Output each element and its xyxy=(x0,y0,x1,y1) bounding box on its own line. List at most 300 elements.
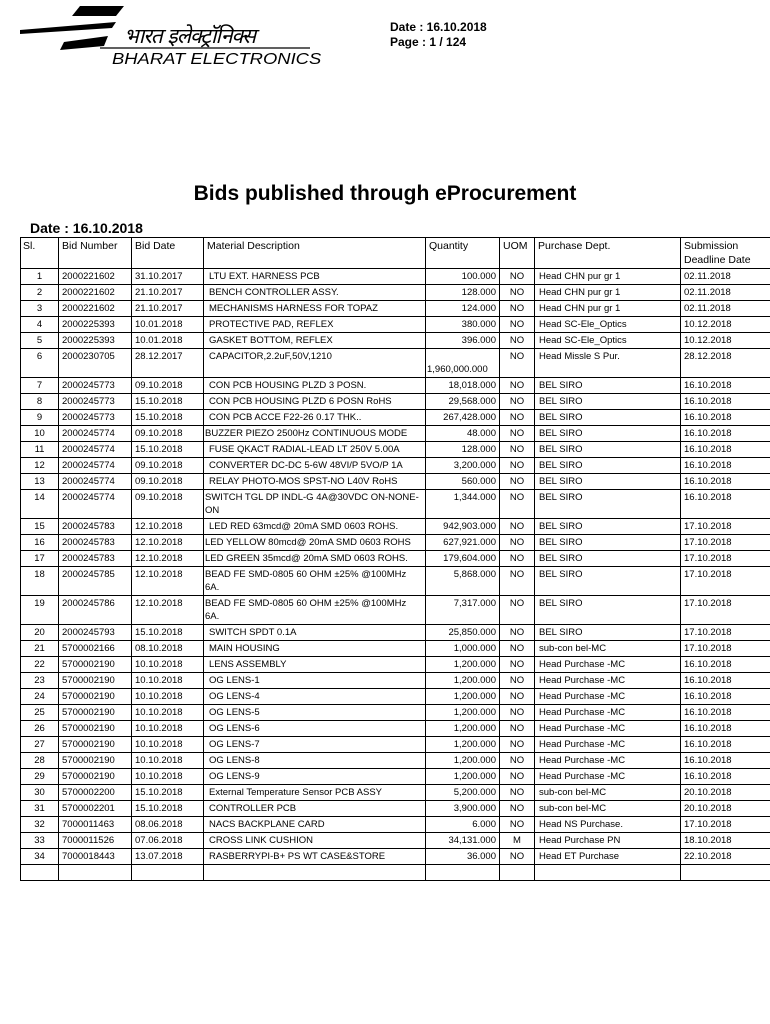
deadline-cell: 16.10.2018 xyxy=(681,394,770,410)
uom-cell: NO xyxy=(500,657,535,673)
bid-date-cell: 09.10.2018 xyxy=(132,474,204,490)
uom-cell: NO xyxy=(500,596,535,625)
col-purchase-dept-header: Purchase Dept. xyxy=(535,238,681,269)
description-cell: RELAY PHOTO-MOS SPST-NO L40V RoHS xyxy=(204,474,426,490)
description-cell: OG LENS-5 xyxy=(204,705,426,721)
quantity-cell: 396.000 xyxy=(426,333,500,349)
purchase-dept-cell: BEL SIRO xyxy=(535,378,681,394)
description-cell: LED GREEN 35mcd@ 20mA SMD 0603 ROHS. xyxy=(204,551,426,567)
bid-number-cell: 2000245774 xyxy=(59,426,132,442)
bid-number-cell: 5700002190 xyxy=(59,753,132,769)
empty-cell xyxy=(535,865,681,881)
deadline-cell: 16.10.2018 xyxy=(681,490,770,519)
description-cell: LED YELLOW 80mcd@ 20mA SMD 0603 ROHS xyxy=(204,535,426,551)
bid-number-cell: 5700002200 xyxy=(59,785,132,801)
uom-cell: NO xyxy=(500,426,535,442)
bid-date-cell: 10.10.2018 xyxy=(132,673,204,689)
empty-cell xyxy=(204,865,426,881)
sl-cell: 15 xyxy=(21,519,59,535)
logo-hindi-text: भारत इलेक्ट्रॉनिक्स xyxy=(124,24,256,48)
table-row xyxy=(21,474,770,490)
bid-date-cell: 10.01.2018 xyxy=(132,333,204,349)
description-cell: LED RED 63mcd@ 20mA SMD 0603 ROHS. xyxy=(204,519,426,535)
quantity-cell: 124.000 xyxy=(426,301,500,317)
uom-cell: NO xyxy=(500,535,535,551)
table-row xyxy=(21,801,770,817)
uom-cell: NO xyxy=(500,333,535,349)
quantity-cell: 627,921.000 xyxy=(426,535,500,551)
uom-cell: NO xyxy=(500,801,535,817)
bid-number-cell: 5700002201 xyxy=(59,801,132,817)
sl-cell: 9 xyxy=(21,410,59,426)
bid-date-cell: 10.10.2018 xyxy=(132,721,204,737)
description-cell: BUZZER PIEZO 2500Hz CONTINUOUS MODE xyxy=(204,426,426,442)
sl-cell: 6 xyxy=(21,349,59,378)
uom-cell: NO xyxy=(500,317,535,333)
sl-cell: 22 xyxy=(21,657,59,673)
purchase-dept-cell: Head Purchase -MC xyxy=(535,721,681,737)
table-row xyxy=(21,641,770,657)
uom-cell: NO xyxy=(500,849,535,865)
table-row xyxy=(21,349,770,378)
bid-date-cell: 10.10.2018 xyxy=(132,657,204,673)
quantity-cell: 1,960,000.000 xyxy=(426,349,500,378)
bid-date-cell: 28.12.2017 xyxy=(132,349,204,378)
bid-date-cell: 12.10.2018 xyxy=(132,551,204,567)
bid-date-cell: 15.10.2018 xyxy=(132,785,204,801)
table-row xyxy=(21,753,770,769)
purchase-dept-cell: BEL SIRO xyxy=(535,551,681,567)
description-cell: RASBERRYPI-B+ PS WT CASE&STORE xyxy=(204,849,426,865)
bid-number-cell: 7000011526 xyxy=(59,833,132,849)
purchase-dept-cell: BEL SIRO xyxy=(535,474,681,490)
purchase-dept-cell: BEL SIRO xyxy=(535,535,681,551)
description-cell: External Temperature Sensor PCB ASSY xyxy=(204,785,426,801)
deadline-cell: 16.10.2018 xyxy=(681,426,770,442)
description-cell: PROTECTIVE PAD, REFLEX xyxy=(204,317,426,333)
deadline-cell: 10.12.2018 xyxy=(681,317,770,333)
bid-number-cell: 2000245783 xyxy=(59,535,132,551)
bid-number-cell: 2000221602 xyxy=(59,269,132,285)
bid-date-cell: 09.10.2018 xyxy=(132,426,204,442)
description-cell: OG LENS-9 xyxy=(204,769,426,785)
table-row xyxy=(21,378,770,394)
deadline-cell: 02.11.2018 xyxy=(681,285,770,301)
deadline-cell: 17.10.2018 xyxy=(681,567,770,596)
deadline-cell: 17.10.2018 xyxy=(681,596,770,625)
bid-number-cell: 2000245774 xyxy=(59,458,132,474)
deadline-cell: 17.10.2018 xyxy=(681,641,770,657)
uom-cell: NO xyxy=(500,519,535,535)
description-cell: OG LENS-8 xyxy=(204,753,426,769)
purchase-dept-cell: Head ET Purchase xyxy=(535,849,681,865)
bid-date-cell: 21.10.2017 xyxy=(132,301,204,317)
purchase-dept-cell: Head Purchase -MC xyxy=(535,689,681,705)
uom-cell: NO xyxy=(500,705,535,721)
uom-cell: NO xyxy=(500,349,535,378)
bid-date-cell: 07.06.2018 xyxy=(132,833,204,849)
bid-number-cell: 2000245774 xyxy=(59,490,132,519)
uom-cell: NO xyxy=(500,737,535,753)
quantity-cell: 6.000 xyxy=(426,817,500,833)
bids-table xyxy=(20,237,770,881)
bid-date-cell: 31.10.2017 xyxy=(132,269,204,285)
bid-number-cell: 5700002190 xyxy=(59,721,132,737)
bid-date-cell: 10.10.2018 xyxy=(132,705,204,721)
table-row xyxy=(21,817,770,833)
bid-number-cell: 2000230705 xyxy=(59,349,132,378)
description-cell: LENS ASSEMBLY xyxy=(204,657,426,673)
quantity-cell: 128.000 xyxy=(426,285,500,301)
bid-date-cell: 09.10.2018 xyxy=(132,490,204,519)
empty-cell xyxy=(132,865,204,881)
deadline-cell: 18.10.2018 xyxy=(681,833,770,849)
deadline-cell: 16.10.2018 xyxy=(681,689,770,705)
sl-cell: 16 xyxy=(21,535,59,551)
deadline-cell: 20.10.2018 xyxy=(681,785,770,801)
bid-number-cell: 5700002190 xyxy=(59,673,132,689)
description-cell: CAPACITOR,2.2uF,50V,1210 xyxy=(204,349,426,378)
bid-number-cell: 5700002166 xyxy=(59,641,132,657)
bid-date-cell: 15.10.2018 xyxy=(132,625,204,641)
deadline-cell: 16.10.2018 xyxy=(681,474,770,490)
sl-cell: 5 xyxy=(21,333,59,349)
date-heading: Date : 16.10.2018 xyxy=(30,220,143,236)
table-row-empty xyxy=(21,865,770,881)
uom-cell: NO xyxy=(500,551,535,567)
quantity-cell: 1,200.000 xyxy=(426,721,500,737)
table-row xyxy=(21,317,770,333)
uom-cell: M xyxy=(500,833,535,849)
purchase-dept-cell: BEL SIRO xyxy=(535,442,681,458)
bid-number-cell: 2000245783 xyxy=(59,551,132,567)
purchase-dept-cell: Head CHN pur gr 1 xyxy=(535,301,681,317)
table-row xyxy=(21,519,770,535)
quantity-cell: 34,131.000 xyxy=(426,833,500,849)
table-row xyxy=(21,285,770,301)
purchase-dept-cell: BEL SIRO xyxy=(535,426,681,442)
bid-date-cell: 15.10.2018 xyxy=(132,801,204,817)
description-cell: SWITCH SPDT 0.1A xyxy=(204,625,426,641)
table-row xyxy=(21,673,770,689)
deadline-cell: 17.10.2018 xyxy=(681,519,770,535)
table-row xyxy=(21,833,770,849)
quantity-cell: 942,903.000 xyxy=(426,519,500,535)
purchase-dept-cell: Head Purchase PN xyxy=(535,833,681,849)
table-row xyxy=(21,769,770,785)
quantity-cell: 1,200.000 xyxy=(426,705,500,721)
table-row xyxy=(21,849,770,865)
bid-date-cell: 10.01.2018 xyxy=(132,317,204,333)
uom-cell: NO xyxy=(500,458,535,474)
empty-cell xyxy=(21,865,59,881)
sl-cell: 20 xyxy=(21,625,59,641)
bid-number-cell: 5700002190 xyxy=(59,705,132,721)
col-quantity-header: Quantity xyxy=(426,238,500,269)
bid-date-cell: 10.10.2018 xyxy=(132,689,204,705)
sl-cell: 19 xyxy=(21,596,59,625)
bid-number-cell: 2000245773 xyxy=(59,378,132,394)
bid-number-cell: 2000225393 xyxy=(59,317,132,333)
description-cell: OG LENS-1 xyxy=(204,673,426,689)
bid-date-cell: 09.10.2018 xyxy=(132,458,204,474)
quantity-cell: 560.000 xyxy=(426,474,500,490)
bid-number-cell: 2000245774 xyxy=(59,474,132,490)
quantity-cell: 1,200.000 xyxy=(426,769,500,785)
uom-cell: NO xyxy=(500,625,535,641)
deadline-cell: 16.10.2018 xyxy=(681,753,770,769)
description-cell: GASKET BOTTOM, REFLEX xyxy=(204,333,426,349)
bid-date-cell: 10.10.2018 xyxy=(132,769,204,785)
sl-cell: 1 xyxy=(21,269,59,285)
bid-date-cell: 08.10.2018 xyxy=(132,641,204,657)
deadline-cell: 17.10.2018 xyxy=(681,551,770,567)
table-row xyxy=(21,442,770,458)
empty-cell xyxy=(426,865,500,881)
table-row xyxy=(21,657,770,673)
bid-number-cell: 2000221602 xyxy=(59,301,132,317)
sl-cell: 7 xyxy=(21,378,59,394)
table-row xyxy=(21,490,770,519)
table-row xyxy=(21,596,770,625)
sl-cell: 3 xyxy=(21,301,59,317)
col-bid-number-header: Bid Number xyxy=(59,238,132,269)
header-date: Date : 16.10.2018 xyxy=(390,20,487,34)
purchase-dept-cell: Head Purchase -MC xyxy=(535,737,681,753)
deadline-cell: 16.10.2018 xyxy=(681,769,770,785)
table-row xyxy=(21,551,770,567)
uom-cell: NO xyxy=(500,490,535,519)
deadline-cell: 16.10.2018 xyxy=(681,378,770,394)
quantity-cell: 29,568.000 xyxy=(426,394,500,410)
bid-date-cell: 09.10.2018 xyxy=(132,378,204,394)
table-row xyxy=(21,333,770,349)
description-cell: OG LENS-7 xyxy=(204,737,426,753)
quantity-cell: 267,428.000 xyxy=(426,410,500,426)
uom-cell: NO xyxy=(500,301,535,317)
uom-cell: NO xyxy=(500,721,535,737)
purchase-dept-cell: sub-con bel-MC xyxy=(535,785,681,801)
table-row xyxy=(21,737,770,753)
sl-cell: 14 xyxy=(21,490,59,519)
sl-cell: 28 xyxy=(21,753,59,769)
purchase-dept-cell: Head CHN pur gr 1 xyxy=(535,285,681,301)
sl-cell: 18 xyxy=(21,567,59,596)
uom-cell: NO xyxy=(500,269,535,285)
table-row xyxy=(21,705,770,721)
purchase-dept-cell: Head Purchase -MC xyxy=(535,705,681,721)
table-row xyxy=(21,269,770,285)
quantity-cell: 1,000.000 xyxy=(426,641,500,657)
uom-cell: NO xyxy=(500,442,535,458)
quantity-cell: 3,900.000 xyxy=(426,801,500,817)
bid-number-cell: 2000245786 xyxy=(59,596,132,625)
quantity-cell: 3,200.000 xyxy=(426,458,500,474)
table-row xyxy=(21,535,770,551)
col-sl-header: Sl. xyxy=(21,238,59,269)
deadline-cell: 02.11.2018 xyxy=(681,269,770,285)
sl-cell: 17 xyxy=(21,551,59,567)
uom-cell: NO xyxy=(500,785,535,801)
uom-cell: NO xyxy=(500,378,535,394)
table-row xyxy=(21,625,770,641)
purchase-dept-cell: BEL SIRO xyxy=(535,625,681,641)
table-row xyxy=(21,394,770,410)
table-header-row xyxy=(21,238,770,269)
sl-cell: 26 xyxy=(21,721,59,737)
bel-logo xyxy=(20,2,340,72)
description-cell: FUSE QKACT RADIAL-LEAD LT 250V 5.00A xyxy=(204,442,426,458)
purchase-dept-cell: BEL SIRO xyxy=(535,410,681,426)
quantity-cell: 5,868.000 xyxy=(426,567,500,596)
sl-cell: 23 xyxy=(21,673,59,689)
sl-cell: 29 xyxy=(21,769,59,785)
uom-cell: NO xyxy=(500,689,535,705)
description-cell: MECHANISMS HARNESS FOR TOPAZ xyxy=(204,301,426,317)
quantity-cell: 1,344.000 xyxy=(426,490,500,519)
bid-date-cell: 21.10.2017 xyxy=(132,285,204,301)
table-row xyxy=(21,721,770,737)
sl-cell: 12 xyxy=(21,458,59,474)
logo-english-text: BHARAT ELECTRONICS xyxy=(112,51,322,68)
quantity-cell: 128.000 xyxy=(426,442,500,458)
description-cell: CROSS LINK CUSHION xyxy=(204,833,426,849)
purchase-dept-cell: BEL SIRO xyxy=(535,490,681,519)
sl-cell: 31 xyxy=(21,801,59,817)
bid-number-cell: 7000011463 xyxy=(59,817,132,833)
col-material-description-header: Material Description xyxy=(204,238,426,269)
table-row xyxy=(21,426,770,442)
description-cell: CON PCB HOUSING PLZD 6 POSN RoHS xyxy=(204,394,426,410)
deadline-cell: 17.10.2018 xyxy=(681,535,770,551)
bid-date-cell: 12.10.2018 xyxy=(132,596,204,625)
uom-cell: NO xyxy=(500,753,535,769)
description-cell: OG LENS-4 xyxy=(204,689,426,705)
bid-number-cell: 2000245785 xyxy=(59,567,132,596)
deadline-cell: 16.10.2018 xyxy=(681,705,770,721)
deadline-cell: 02.11.2018 xyxy=(681,301,770,317)
bid-number-cell: 2000245773 xyxy=(59,410,132,426)
purchase-dept-cell: Head Purchase -MC xyxy=(535,753,681,769)
purchase-dept-cell: Head NS Purchase. xyxy=(535,817,681,833)
bid-date-cell: 10.10.2018 xyxy=(132,753,204,769)
description-cell: BENCH CONTROLLER ASSY. xyxy=(204,285,426,301)
quantity-cell: 36.000 xyxy=(426,849,500,865)
quantity-cell: 1,200.000 xyxy=(426,689,500,705)
empty-cell xyxy=(500,865,535,881)
page-title: Bids published through eProcurement xyxy=(193,182,577,205)
bid-number-cell: 5700002190 xyxy=(59,737,132,753)
deadline-cell: 17.10.2018 xyxy=(681,625,770,641)
table-body xyxy=(21,269,770,881)
bid-date-cell: 08.06.2018 xyxy=(132,817,204,833)
bid-date-cell: 12.10.2018 xyxy=(132,567,204,596)
sl-cell: 30 xyxy=(21,785,59,801)
deadline-cell: 16.10.2018 xyxy=(681,442,770,458)
bid-number-cell: 2000245783 xyxy=(59,519,132,535)
purchase-dept-cell: BEL SIRO xyxy=(535,567,681,596)
bid-number-cell: 5700002190 xyxy=(59,657,132,673)
deadline-cell: 16.10.2018 xyxy=(681,721,770,737)
uom-cell: NO xyxy=(500,817,535,833)
bid-number-cell: 2000245774 xyxy=(59,442,132,458)
purchase-dept-cell: Head Purchase -MC xyxy=(535,673,681,689)
description-cell: CONTROLLER PCB xyxy=(204,801,426,817)
sl-cell: 34 xyxy=(21,849,59,865)
deadline-cell: 16.10.2018 xyxy=(681,737,770,753)
deadline-cell: 10.12.2018 xyxy=(681,333,770,349)
description-cell: CONVERTER DC-DC 5-6W 48VI/P 5VO/P 1A xyxy=(204,458,426,474)
deadline-cell: 16.10.2018 xyxy=(681,458,770,474)
bid-number-cell: 2000245773 xyxy=(59,394,132,410)
table-row xyxy=(21,785,770,801)
table-row xyxy=(21,410,770,426)
quantity-cell: 1,200.000 xyxy=(426,753,500,769)
quantity-cell: 100.000 xyxy=(426,269,500,285)
deadline-cell: 16.10.2018 xyxy=(681,657,770,673)
description-cell: SWITCH TGL DP INDL-G 4A@30VDC ON-NONE-ON xyxy=(204,490,426,519)
sl-cell: 4 xyxy=(21,317,59,333)
col-bid-date-header: Bid Date xyxy=(132,238,204,269)
bid-date-cell: 13.07.2018 xyxy=(132,849,204,865)
sl-cell: 24 xyxy=(21,689,59,705)
purchase-dept-cell: Head SC-Ele_Optics xyxy=(535,317,681,333)
bid-number-cell: 5700002190 xyxy=(59,769,132,785)
uom-cell: NO xyxy=(500,410,535,426)
sl-cell: 11 xyxy=(21,442,59,458)
description-cell: BEAD FE SMD-0805 60 OHM ±25% @100MHz 6A. xyxy=(204,596,426,625)
sl-cell: 8 xyxy=(21,394,59,410)
description-cell: MAIN HOUSING xyxy=(204,641,426,657)
bid-date-cell: 15.10.2018 xyxy=(132,410,204,426)
uom-cell: NO xyxy=(500,641,535,657)
sl-cell: 27 xyxy=(21,737,59,753)
uom-cell: NO xyxy=(500,567,535,596)
header-meta xyxy=(390,20,487,50)
table-row xyxy=(21,567,770,596)
sl-cell: 32 xyxy=(21,817,59,833)
purchase-dept-cell: BEL SIRO xyxy=(535,394,681,410)
sl-cell: 25 xyxy=(21,705,59,721)
purchase-dept-cell: Head Purchase -MC xyxy=(535,769,681,785)
purchase-dept-cell: Head Purchase -MC xyxy=(535,657,681,673)
purchase-dept-cell: BEL SIRO xyxy=(535,519,681,535)
deadline-cell: 16.10.2018 xyxy=(681,410,770,426)
purchase-dept-cell: Head Missle S Pur. xyxy=(535,349,681,378)
description-cell: CON PCB ACCE F22-26 0.17 THK.. xyxy=(204,410,426,426)
sl-cell: 21 xyxy=(21,641,59,657)
deadline-cell: 28.12.2018 xyxy=(681,349,770,378)
empty-cell xyxy=(681,865,770,881)
purchase-dept-cell: BEL SIRO xyxy=(535,596,681,625)
bid-number-cell: 7000018443 xyxy=(59,849,132,865)
sl-cell: 2 xyxy=(21,285,59,301)
bid-date-cell: 12.10.2018 xyxy=(132,519,204,535)
purchase-dept-cell: Head SC-Ele_Optics xyxy=(535,333,681,349)
quantity-cell: 1,200.000 xyxy=(426,657,500,673)
description-cell: OG LENS-6 xyxy=(204,721,426,737)
quantity-cell: 1,200.000 xyxy=(426,737,500,753)
sl-cell: 13 xyxy=(21,474,59,490)
deadline-cell: 20.10.2018 xyxy=(681,801,770,817)
sl-cell: 33 xyxy=(21,833,59,849)
quantity-cell: 25,850.000 xyxy=(426,625,500,641)
description-cell: BEAD FE SMD-0805 60 OHM ±25% @100MHz 6A. xyxy=(204,567,426,596)
uom-cell: NO xyxy=(500,394,535,410)
quantity-cell: 1,200.000 xyxy=(426,673,500,689)
bid-date-cell: 15.10.2018 xyxy=(132,442,204,458)
table-row xyxy=(21,301,770,317)
